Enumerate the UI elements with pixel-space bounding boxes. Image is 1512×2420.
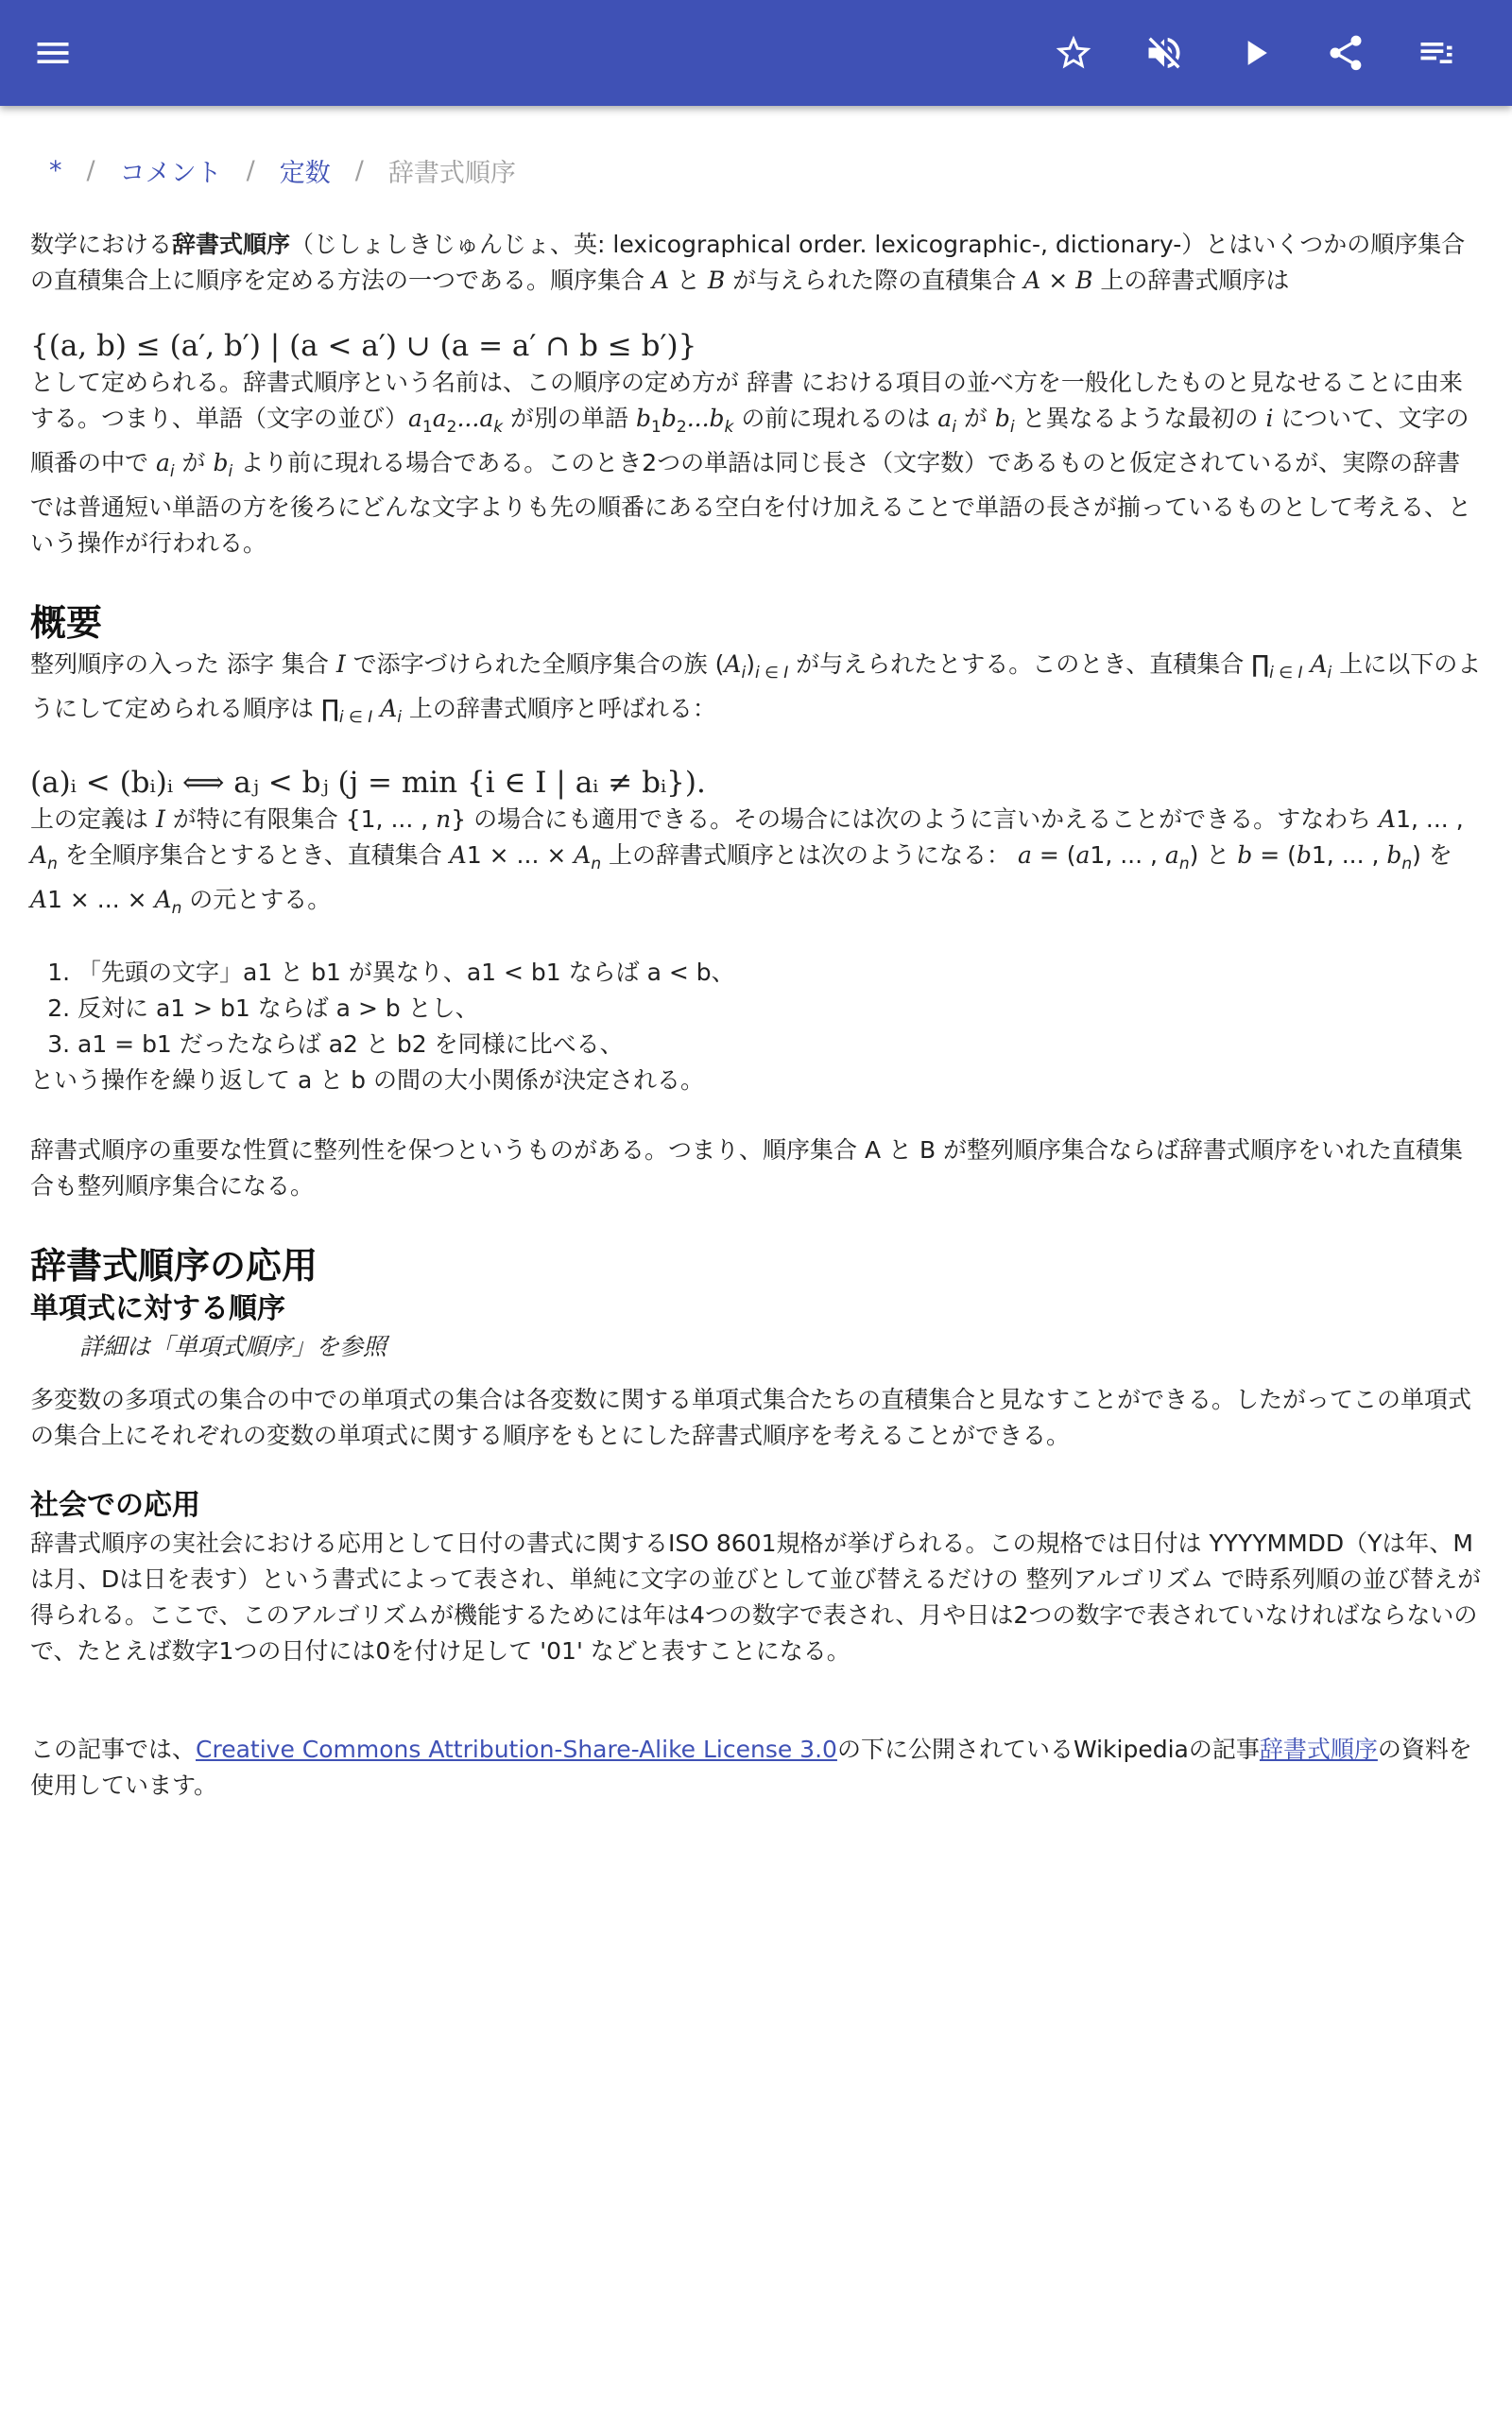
var: i [1265,405,1274,432]
formula-order-definition: (a)ᵢ < (bᵢ)ᵢ ⟺ aⱼ < bⱼ (j = min {i ∈ I | aᵢ ≠ bᵢ}). [30,766,706,800]
article-content [30,142,1482,1804]
var: b [661,405,677,432]
var: i ∈ I [338,708,373,727]
breadcrumb-separator: / [354,155,364,185]
var: a [432,405,447,432]
text: 1, ... , [1396,805,1464,833]
text: の下に公開されているWikipediaの記事 [836,1736,1260,1763]
var: n [171,899,182,918]
text: ) と [1189,841,1238,869]
text: 上の辞書式順序は [1092,267,1290,294]
text: 1 × ... × [466,841,575,869]
list-item: 2. 反対に a1 > b1 ならば a > b とし、 [77,991,1482,1027]
text: で添字づけられた全順序集合の族 ( [345,650,725,678]
var: n [47,855,58,873]
text: について、文字の順番の中で [30,405,1469,476]
var: A [30,841,48,869]
var: I [335,650,346,678]
intro-paragraph [30,227,1482,299]
star-icon [1053,32,1094,74]
text: 上の辞書式順序と呼ばれる： [401,695,716,722]
text: が [174,449,214,476]
list-item: 1. 「先頭の文字」a1 と b1 が異なり、a1 < b1 ならば a < b、 [77,955,1482,991]
var: b [994,405,1010,432]
subsection-heading-society: 社会での応用 [30,1489,200,1522]
share-button[interactable] [1315,23,1376,83]
text: の資料を使用しています。 [30,1736,1472,1799]
text: 整列順序の入った 添字 集合 [30,650,336,678]
var: n [436,805,452,833]
var: i ∈ I [1269,664,1303,683]
var: A [651,267,670,294]
definition-paragraph: として定められる。辞書式順序という名前は、この順序の定め方が 辞書 における項目の並べ方を一般化したものと見なせることに由来する。つまり、単語（文字の並び）$a_1a_2...a_k$ が別の単語 $b_1b_2...b_k$ の前に現れるのは $a_i$ が $b_i$ と異なるような最初の i について、文字の順番の中で $a_i$ が $b_i$ より前に現れる場合である。このとき2つの単語は同じ長さ（文字数）であるものと仮定されているが、実際の辞書では普通短い単語の方を後ろにどんな文字よりも先の順番にある空白を付け加えることで単語の長さが揃っているものとして考える、という操作が行われる。 [30,369,1472,557]
breadcrumb-item-constant[interactable]: 定数 [279,158,331,188]
var: A [30,886,48,913]
text: が [955,405,995,432]
var: ...a [456,405,494,432]
var: A [574,841,592,869]
var: A [154,886,172,913]
var: a [1164,841,1179,869]
monomial-paragraph: 多変数の多項式の集合の中での単項式の集合は各変数に関する単項式集合たちの直積集合と見なすことができる。したがってこの単項式の集合上にそれぞれの変数の単項式に関する順序をもとにした辞書式順序を考えることができる。 [30,1386,1472,1449]
var: b [213,449,229,476]
var: i [741,664,747,683]
text: 上の辞書式順序とは次のようになる： [601,841,1018,869]
text: （じしょしきじゅんじょ、英: lexicographical order. lexicographic-, dictionary-）とはいくつかの順序集合の直積集合上に順序を定める方法の一つである。順序集合 [30,231,1466,294]
finite-case-paragraph [30,802,1482,926]
var: i [1327,664,1332,683]
var: A [724,650,742,678]
text: として定められる。辞書式順序という名前は、この順序の定め方が 辞書 における項目の並べ方を一般化したものと見なせることに由来する。つまり、単語（文字の並び） [30,369,1463,432]
comparison-steps-list [30,955,1482,1063]
var: ...b [686,405,725,432]
text: = ( [1031,841,1076,869]
breadcrumb-separator: / [86,155,95,185]
text: 上の定義は [30,805,156,833]
text: 1, ... , [1311,841,1387,869]
var: b [1386,841,1402,869]
text: この記事では、 [30,1736,197,1763]
text: と [669,267,708,294]
term-bold: 辞書式順序 [172,231,291,258]
var: a [408,405,422,432]
breadcrumb [30,142,1482,199]
var: n [591,855,602,873]
formula-lexicographic: {(a, b) ≤ (a′, b′) | (a < a′) ∪ (a = a′ ∩ b ≤ b′)} [30,329,697,363]
favorite-button[interactable] [1043,23,1104,83]
society-paragraph: 辞書式順序の実社会における応用として日付の書式に関するISO 8601規格が挙げられる。この規格では日付は YYYYMMDD（Yは年、Mは月、Dは日を表す）という書式によって表され、単純に文字の並びとして並び替えるだけの 整列アルゴリズム で時系列順の並び替えが得られる。ここで、このアルゴリズムが機能するためには年は4つの数字で表され、月や日は2つの数字で表されていなければならないので、たとえば数字1つの日付には0を付け足して '01' などと表すことになる。 [30,1530,1482,1665]
text: と異なるような最初の [1014,405,1266,432]
text: 数学における [30,231,173,258]
share-icon [1325,32,1366,74]
well-order-paragraph: 辞書式順序の重要な性質に整列性を保つというものがある。つまり、順序集合 A と B が整列順序集合ならば辞書式順序をいれた直積集合も整列順序集合になる。 [30,1136,1464,1200]
menu-button[interactable] [23,23,83,83]
text: が与えられた際の直積集合 [725,267,1024,294]
var: n [1178,855,1190,873]
menu-icon [32,32,74,74]
section-heading-applications: 辞書式順序の応用 [30,1245,318,1287]
section-heading-overview: 概要 [30,602,103,644]
attribution-footer [30,1732,1482,1804]
play-button[interactable] [1225,23,1285,83]
var: A [380,695,398,722]
text: = ( [1252,841,1297,869]
var: n [1401,855,1413,873]
breadcrumb-current: 辞書式順序 [387,158,516,188]
var: b [1296,841,1312,869]
var: A [1310,650,1328,678]
hatnote-monomial-order[interactable]: 詳細は「単項式順序」を参照 [79,1333,387,1360]
list-item: 3. a1 = b1 だったならば a2 と b2 を同様に比べる、 [77,1027,1482,1063]
text: 上に以下のようにして定められる順序は ∏ [30,650,1482,722]
text: の前に現れるのは [733,405,938,432]
app-bar [0,0,1512,106]
text: より前に現れる場合である。このとき2つの単語は同じ長さ（文字数）であるものと仮定されているが、実際の辞書では普通短い単語の方を後ろにどんな文字よりも先の順番にある空白を付け加えることで単語の長さが揃っているものとして考える、という操作が行われる。 [30,449,1472,557]
var: i ∈ I [754,664,789,683]
article-link[interactable]: 辞書式順序 [1259,1736,1378,1763]
subsection-heading-monomial: 単項式に対する順序 [30,1292,285,1325]
var: I [155,805,165,833]
breadcrumb-item-root[interactable]: * [49,155,62,185]
var: a [937,405,953,432]
text: が別の単語 [503,405,636,432]
var: A × B [1023,267,1093,294]
playlist-icon [1416,32,1457,74]
breadcrumb-item-comment[interactable]: コメント [119,158,222,188]
var: A [449,841,467,869]
text: が与えられたとする。このとき、直積集合 ∏ [788,650,1270,678]
var: B [707,267,726,294]
playlist-button[interactable] [1406,23,1467,83]
text: を全順序集合とするとき、直積集合 [57,841,450,869]
text: が特に有限集合 {1, ... , [164,805,437,833]
license-link[interactable]: Creative Commons Attribution-Share-Alike License 3.0 [196,1736,837,1763]
after-list-text: という操作を繰り返して a と b の間の大小関係が決定される。 [30,1066,704,1094]
text: } の場合にも適用できる。その場合には次のように言いかえることができる。すなわち [451,805,1380,833]
var: A [1379,805,1397,833]
text: 1, ... , [1090,841,1165,869]
var: b [1237,841,1253,869]
overview-paragraph: 整列順序の入った 添字 集合 I で添字づけられた全順序集合の族 $(A_i)_{i \in I}$ が与えられたとする。このとき、直積集合 $\prod_{i \in I}$ $A_i$ 上に以下のようにして定められる順序は $\prod_{i \in I}$ $A_i$ 上の辞書式順序と呼ばれる： [30,650,1482,727]
var: a [1018,841,1032,869]
volume-off-icon [1143,32,1185,74]
breadcrumb-separator: / [246,155,255,185]
mute-button[interactable] [1134,23,1194,83]
text: ) を [1412,841,1452,869]
text: の元とする。 [181,886,332,913]
text: 1 × ... × [47,886,155,913]
var: a [1075,841,1091,869]
play-icon [1234,32,1276,74]
var: a [155,449,170,476]
var: i [397,708,402,727]
var: b [636,405,652,432]
